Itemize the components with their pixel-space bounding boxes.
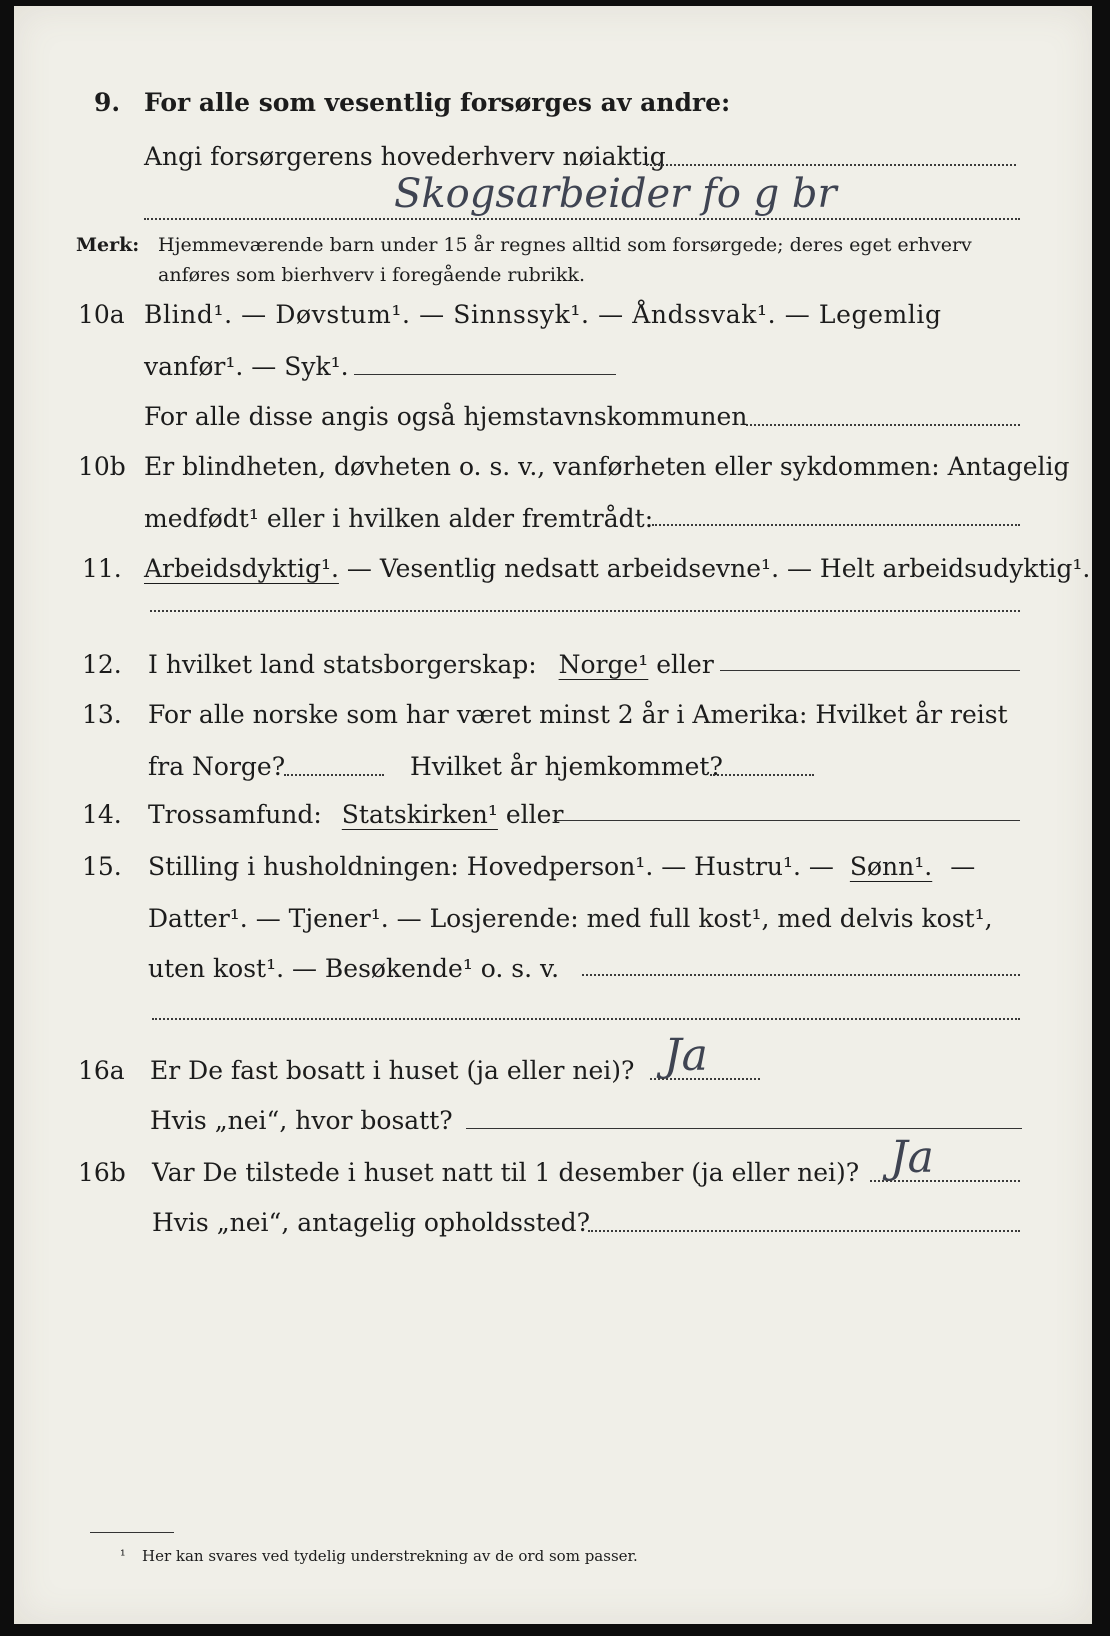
- q10b-line-2: medfødt¹ eller i hvilken alder fremtrådt:: [144, 504, 654, 533]
- q14-suffix: eller: [505, 800, 564, 829]
- q12-answer-line: [720, 670, 1020, 671]
- q16b-opholdssted-line: [588, 1230, 1020, 1232]
- q12-option-norge[interactable]: Norge¹: [558, 650, 649, 679]
- q16b-answer-line: [870, 1180, 1020, 1182]
- q13-line-2a: fra Norge?: [148, 752, 286, 781]
- q10b-answer-line: [652, 524, 1020, 526]
- q15-line-3: uten kost¹. — Besøkende¹ o. s. v.: [148, 954, 560, 983]
- q11-number: 11.: [82, 554, 122, 583]
- q11-rest: — Vesentlig nedsatt arbeidsevne¹. — Helt arbeidsudyktig¹.: [346, 554, 1091, 583]
- q13-line-2b: Hvilket år hjemkommet?: [410, 752, 723, 781]
- q13-hjemkommet-line: [710, 774, 814, 776]
- merk-line-1: Hjemmeværende barn under 15 år regnes alltid som forsørgede; deres eget erhverv: [158, 234, 972, 256]
- q15-option-sonn[interactable]: Sønn¹.: [849, 852, 933, 881]
- q12-line: [148, 650, 714, 680]
- q16b-line-1: Var De tilstede i huset natt til 1 desember (ja eller nei)?: [152, 1158, 860, 1187]
- q10a-number: 10a: [78, 300, 125, 329]
- q16a-bosatt-line: [466, 1128, 1022, 1129]
- footnote-text: Her kan svares ved tydelig understrekning av de ord som passer.: [142, 1547, 638, 1565]
- q15-line-2: Datter¹. — Tjener¹. — Losjerende: med full kost¹, med delvis kost¹,: [148, 904, 993, 933]
- q9-answer-line: [144, 218, 1020, 220]
- q14-line: [148, 800, 563, 830]
- q12-prefix: I hvilket land statsborgerskap:: [148, 650, 537, 679]
- q10a-syk-line: [354, 374, 616, 375]
- footnote-mark: ¹: [120, 1548, 126, 1564]
- q13-number: 13.: [82, 700, 122, 729]
- q9-number: 9.: [94, 88, 121, 117]
- q10b-line-1: Er blindheten, døvheten o. s. v., vanførheten eller sykdommen: Antagelig: [144, 452, 1070, 481]
- q14-prefix: Trossamfund:: [148, 800, 322, 829]
- q10a-line-3: For alle disse angis også hjemstavnskommunen: [144, 402, 748, 431]
- q15-extra-line: [152, 1018, 1020, 1020]
- q9-heading: For alle som vesentlig forsørges av andre:: [144, 88, 731, 117]
- q16a-answer-line: [650, 1078, 760, 1080]
- q15-line-1: [148, 852, 975, 882]
- q10a-line-2: vanfør¹. — Syk¹.: [144, 352, 349, 381]
- q15-line-1b: —: [950, 852, 976, 881]
- q16b-number: 16b: [78, 1158, 126, 1187]
- q13-reist-line: [284, 774, 384, 776]
- q10a-line-1: Blind¹. — Døvstum¹. — Sinnssyk¹. — Åndssvak¹. — Legemlig: [144, 300, 942, 329]
- q10a-kommune-line: [746, 424, 1020, 426]
- merk-label: Merk:: [76, 234, 140, 256]
- q15-answer-line: [582, 974, 1020, 976]
- census-form-page: [14, 6, 1092, 1624]
- q16a-line-1: Er De fast bosatt i huset (ja eller nei)?: [150, 1056, 635, 1085]
- footnote-rule: [90, 1532, 174, 1533]
- q12-number: 12.: [82, 650, 122, 679]
- q16a-number: 16a: [78, 1056, 125, 1085]
- q15-line-1a: Stilling i husholdningen: Hovedperson¹. — Hustru¹. —: [148, 852, 834, 881]
- q14-option-statskirken[interactable]: Statskirken¹: [341, 800, 498, 829]
- q12-suffix: eller: [656, 650, 714, 679]
- q11-option-arbeidsdyktig[interactable]: Arbeidsdyktig¹.: [144, 554, 339, 583]
- q16b-line-2: Hvis „nei“, antagelig opholdssted?: [152, 1208, 591, 1237]
- q15-number: 15.: [82, 852, 122, 881]
- q11-line: [144, 554, 1090, 584]
- merk-line-2: anføres som bierhverv i foregående rubrikk.: [158, 264, 586, 286]
- q16b-handwritten-answer[interactable]: Ja: [890, 1132, 934, 1183]
- q11-answer-line: [150, 610, 1020, 612]
- q9-prompt: Angi forsørgerens hovederhverv nøiaktig: [144, 142, 666, 171]
- q16a-handwritten-answer[interactable]: Ja: [664, 1030, 708, 1081]
- q16a-line-2: Hvis „nei“, hvor bosatt?: [150, 1106, 453, 1135]
- q14-number: 14.: [82, 800, 122, 829]
- q9-prompt-leader: [646, 164, 1016, 166]
- q10b-number: 10b: [78, 452, 126, 481]
- q13-line-1: For alle norske som har været minst 2 år i Amerika: Hvilket år reist: [148, 700, 1008, 729]
- q9-handwritten-answer[interactable]: Skogsarbeider fo g br: [394, 171, 837, 217]
- q14-answer-line: [554, 820, 1020, 821]
